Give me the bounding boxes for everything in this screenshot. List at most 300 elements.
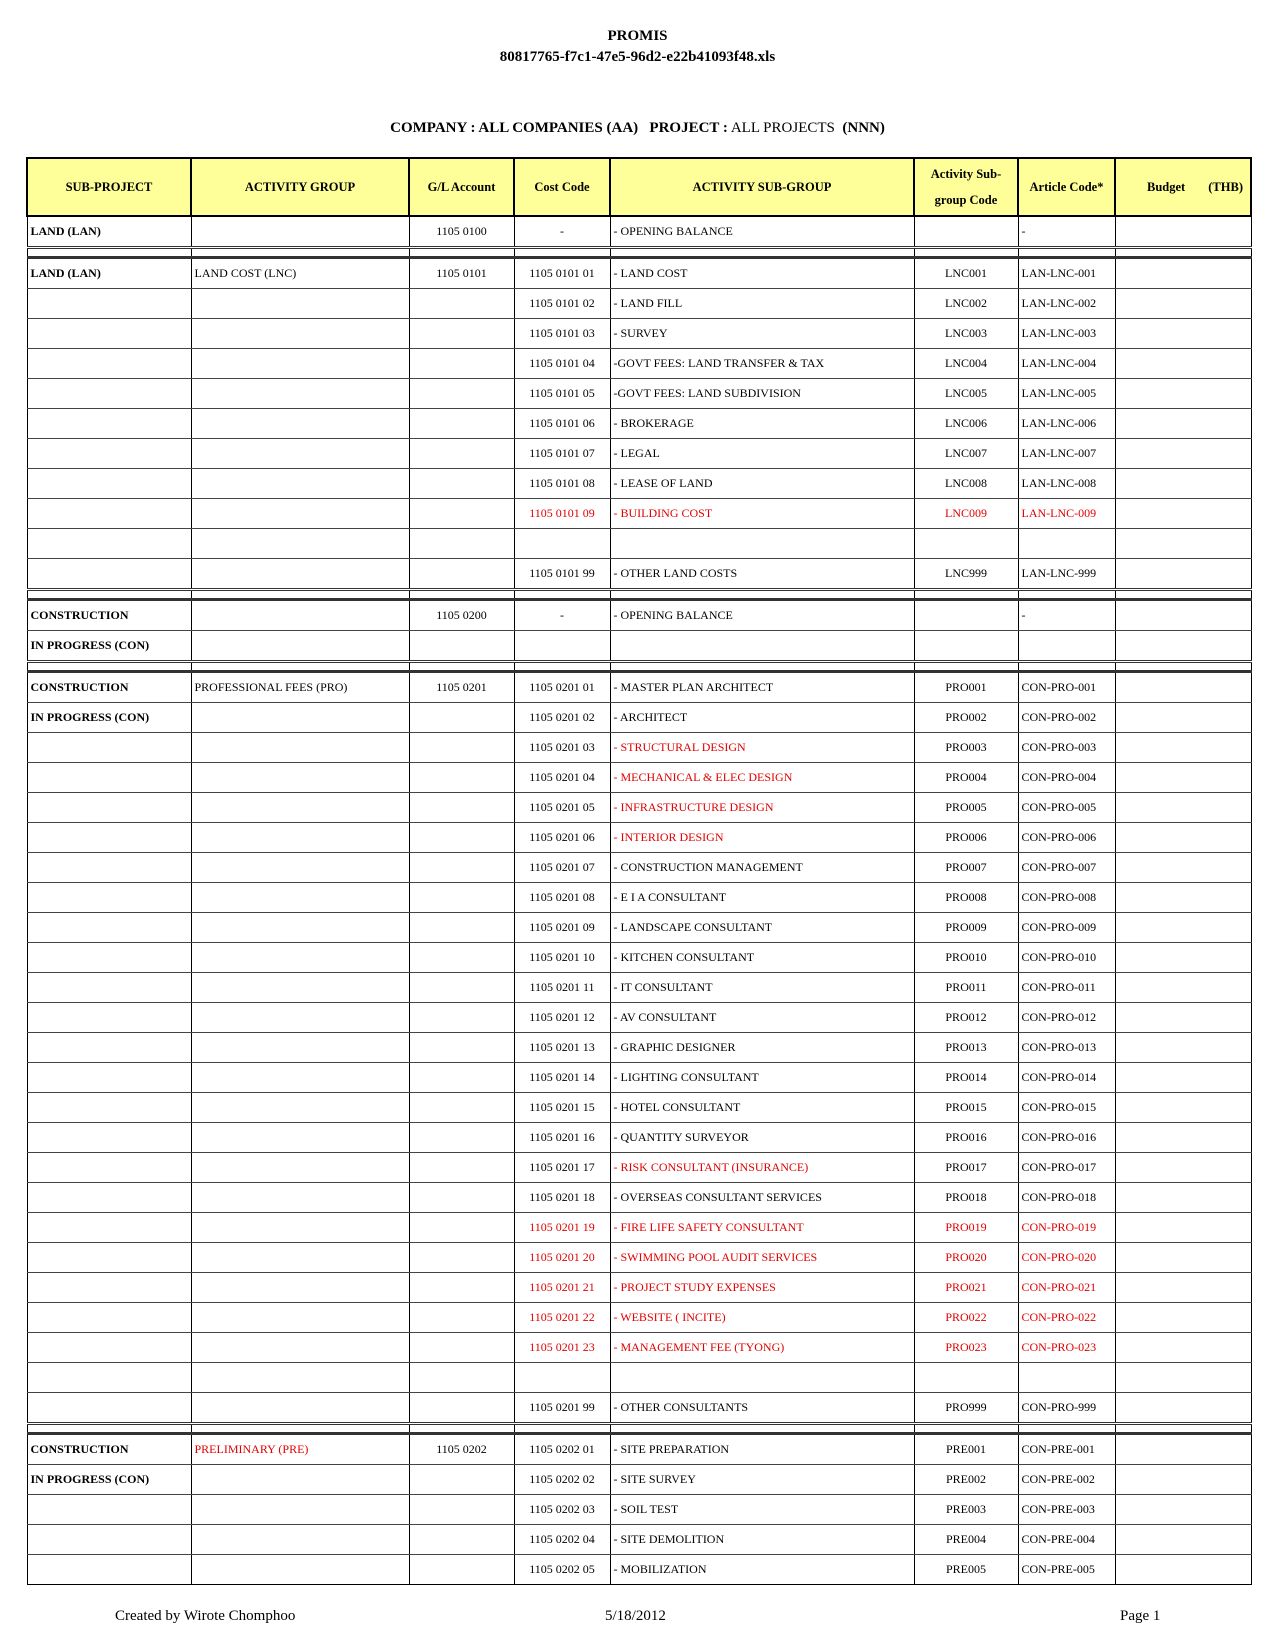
sub-group-code-cell: LNC999 [914, 559, 1018, 590]
budget-cell [1115, 469, 1251, 499]
cost-code-cell: 1105 0101 02 [514, 289, 610, 319]
article-code-cell: LAN-LNC-008 [1018, 469, 1115, 499]
table-row [27, 1183, 1251, 1213]
sub-project-cell [27, 1123, 191, 1153]
activity-sub-group-cell: - OPENING BALANCE [610, 216, 914, 248]
col-gl-account: G/L Account [409, 158, 514, 216]
activity-group-cell [191, 349, 409, 379]
article-code-cell: CON-PRO-999 [1018, 1393, 1115, 1424]
activity-sub-group-cell: - BROKERAGE [610, 409, 914, 439]
table-row [27, 1303, 1251, 1333]
table-row [27, 1003, 1251, 1033]
table-row [27, 853, 1251, 883]
gl-account-cell [409, 1333, 514, 1363]
article-code-cell: LAN-LNC-009 [1018, 499, 1115, 529]
sub-group-code-cell: PRO015 [914, 1093, 1018, 1123]
budget-cell [1115, 559, 1251, 590]
sub-project-cell [27, 763, 191, 793]
table-row [27, 559, 1251, 590]
activity-sub-group-cell: - LAND FILL [610, 289, 914, 319]
activity-sub-group-cell: - LANDSCAPE CONSULTANT [610, 913, 914, 943]
budget-cell [1115, 1303, 1251, 1333]
sub-project-cell [27, 1183, 191, 1213]
budget-cell [1115, 973, 1251, 1003]
separator-cell [1115, 1424, 1251, 1434]
separator-cell [1115, 662, 1251, 672]
article-code-cell: CON-PRE-002 [1018, 1465, 1115, 1495]
table-row [27, 216, 1251, 248]
activity-group-cell [191, 319, 409, 349]
col-budget [1115, 158, 1251, 216]
sub-group-code-cell: PRO001 [914, 672, 1018, 703]
budget-cell [1115, 600, 1251, 631]
gl-account-cell [409, 631, 514, 662]
separator-cell [191, 590, 409, 600]
table-row [27, 1333, 1251, 1363]
gl-account-cell [409, 1555, 514, 1585]
budget-cell [1115, 1183, 1251, 1213]
article-code-cell: CON-PRO-009 [1018, 913, 1115, 943]
activity-sub-group-cell: - FIRE LIFE SAFETY CONSULTANT [610, 1213, 914, 1243]
cost-code-cell: 1105 0201 17 [514, 1153, 610, 1183]
gl-account-cell [409, 379, 514, 409]
sub-project-cell [27, 1303, 191, 1333]
article-code-cell: - [1018, 600, 1115, 631]
budget-cell [1115, 913, 1251, 943]
gl-account-cell [409, 1465, 514, 1495]
table-row [27, 1123, 1251, 1153]
sub-project-cell [27, 1333, 191, 1363]
gl-account-cell [409, 559, 514, 590]
sub-project-cell [27, 1555, 191, 1585]
article-code-cell: CON-PRO-008 [1018, 883, 1115, 913]
col-cost-code: Cost Code [514, 158, 610, 216]
budget-cell [1115, 1033, 1251, 1063]
activity-sub-group-cell: - SITE SURVEY [610, 1465, 914, 1495]
budget-cell [1115, 1123, 1251, 1153]
article-code-cell: LAN-LNC-999 [1018, 559, 1115, 590]
col-activity-sub-group-code: Activity Sub-group Code [914, 158, 1018, 216]
budget-cell [1115, 943, 1251, 973]
budget-cell [1115, 853, 1251, 883]
section-separator [27, 590, 1251, 600]
article-code-cell: CON-PRO-020 [1018, 1243, 1115, 1273]
sub-project-cell [27, 319, 191, 349]
article-code-cell: LAN-LNC-001 [1018, 258, 1115, 289]
sub-group-code-cell: PRE001 [914, 1434, 1018, 1465]
table-row [27, 913, 1251, 943]
separator-cell [610, 662, 914, 672]
sub-group-code-cell: PRO005 [914, 793, 1018, 823]
table-row [27, 1273, 1251, 1303]
activity-group-cell [191, 409, 409, 439]
sub-group-code-cell: PRE002 [914, 1465, 1018, 1495]
activity-sub-group-cell: - LAND COST [610, 258, 914, 289]
cost-code-cell: 1105 0101 07 [514, 439, 610, 469]
article-code-cell: CON-PRO-001 [1018, 672, 1115, 703]
section-separator [27, 1424, 1251, 1434]
activity-sub-group-cell: - MANAGEMENT FEE (TYONG) [610, 1333, 914, 1363]
gl-account-cell [409, 1495, 514, 1525]
table-row [27, 1465, 1251, 1495]
sub-project-cell [27, 1003, 191, 1033]
activity-sub-group-cell: - OTHER CONSULTANTS [610, 1393, 914, 1424]
table-row [27, 973, 1251, 1003]
cost-code-cell: 1105 0201 12 [514, 1003, 610, 1033]
gl-account-cell [409, 409, 514, 439]
table-row [27, 1555, 1251, 1585]
activity-sub-group-cell: - LEGAL [610, 439, 914, 469]
table-body [27, 216, 1251, 1585]
gl-account-cell [409, 499, 514, 529]
cost-code-cell: 1105 0201 99 [514, 1393, 610, 1424]
sub-group-code-cell: PRO018 [914, 1183, 1018, 1213]
budget-cell [1115, 1434, 1251, 1465]
budget-cell [1115, 1213, 1251, 1243]
table-row [27, 1153, 1251, 1183]
sub-project-cell [27, 853, 191, 883]
activity-sub-group-cell: - KITCHEN CONSULTANT [610, 943, 914, 973]
sub-group-code-cell [914, 600, 1018, 631]
gl-account-cell: 1105 0202 [409, 1434, 514, 1465]
separator-cell [27, 662, 191, 672]
sub-group-code-cell: LNC006 [914, 409, 1018, 439]
sub-group-code-cell: PRO009 [914, 913, 1018, 943]
sub-group-code-cell: PRO013 [914, 1033, 1018, 1063]
activity-group-cell [191, 1465, 409, 1495]
cost-code-cell: 1105 0201 14 [514, 1063, 610, 1093]
col-activity-group: ACTIVITY GROUP [191, 158, 409, 216]
sub-group-code-cell: PRE004 [914, 1525, 1018, 1555]
sub-group-code-cell: PRO019 [914, 1213, 1018, 1243]
sub-project-cell [27, 913, 191, 943]
budget-cell [1115, 289, 1251, 319]
activity-group-cell [191, 1555, 409, 1585]
separator-cell [409, 590, 514, 600]
sub-group-code-cell: PRO008 [914, 883, 1018, 913]
cost-code-cell: 1105 0201 22 [514, 1303, 610, 1333]
sub-project-cell: CONSTRUCTION [27, 672, 191, 703]
sub-project-cell [27, 499, 191, 529]
sub-group-code-cell: LNC009 [914, 499, 1018, 529]
table-row [27, 1213, 1251, 1243]
article-code-cell: CON-PRE-001 [1018, 1434, 1115, 1465]
table-row [27, 409, 1251, 439]
activity-group-cell [191, 1123, 409, 1153]
table-row [27, 529, 1251, 559]
cost-code-cell: 1105 0101 03 [514, 319, 610, 349]
article-code-cell: CON-PRE-004 [1018, 1525, 1115, 1555]
sub-project-cell: IN PROGRESS (CON) [27, 1465, 191, 1495]
table-row [27, 883, 1251, 913]
budget-cell [1115, 883, 1251, 913]
table-row [27, 289, 1251, 319]
separator-cell [1018, 590, 1115, 600]
sub-group-code-cell: PRO016 [914, 1123, 1018, 1153]
activity-sub-group-cell: - OVERSEAS CONSULTANT SERVICES [610, 1183, 914, 1213]
article-code-cell: CON-PRE-005 [1018, 1555, 1115, 1585]
sub-group-code-cell [914, 1363, 1018, 1393]
table-row [27, 1033, 1251, 1063]
table-row [27, 1093, 1251, 1123]
activity-group-cell [191, 943, 409, 973]
sub-project-cell [27, 1243, 191, 1273]
activity-group-cell: PROFESSIONAL FEES (PRO) [191, 672, 409, 703]
budget-cell [1115, 793, 1251, 823]
table-row [27, 1393, 1251, 1424]
cost-code-cell: 1105 0101 08 [514, 469, 610, 499]
article-code-cell: CON-PRO-015 [1018, 1093, 1115, 1123]
article-code-cell: CON-PRO-007 [1018, 853, 1115, 883]
activity-sub-group-cell: - OPENING BALANCE [610, 600, 914, 631]
sub-project-cell [27, 883, 191, 913]
sub-project-cell [27, 1273, 191, 1303]
sub-project-cell [27, 1495, 191, 1525]
gl-account-cell: 1105 0200 [409, 600, 514, 631]
activity-group-cell [191, 1363, 409, 1393]
cost-code-cell [514, 529, 610, 559]
gl-account-cell [409, 1363, 514, 1393]
activity-group-cell [191, 631, 409, 662]
activity-group-cell [191, 733, 409, 763]
budget-cell [1115, 1093, 1251, 1123]
activity-group-cell [191, 600, 409, 631]
sub-group-code-cell: LNC004 [914, 349, 1018, 379]
activity-group-cell [191, 1495, 409, 1525]
activity-group-cell [191, 793, 409, 823]
article-code-cell: CON-PRO-023 [1018, 1333, 1115, 1363]
article-code-cell [1018, 631, 1115, 662]
sub-project-cell [27, 379, 191, 409]
sub-group-code-cell: PRO006 [914, 823, 1018, 853]
budget-cell [1115, 703, 1251, 733]
activity-group-cell [191, 763, 409, 793]
article-code-cell: CON-PRO-003 [1018, 733, 1115, 763]
cost-code-cell: 1105 0201 13 [514, 1033, 610, 1063]
gl-account-cell [409, 1525, 514, 1555]
table-row [27, 733, 1251, 763]
col-article-code: Article Code* [1018, 158, 1115, 216]
cost-code-cell [514, 631, 610, 662]
sub-group-code-cell: PRO004 [914, 763, 1018, 793]
gl-account-cell: 1105 0100 [409, 216, 514, 248]
sub-group-code-cell: LNC008 [914, 469, 1018, 499]
article-code-cell: LAN-LNC-004 [1018, 349, 1115, 379]
cost-code-cell: 1105 0201 04 [514, 763, 610, 793]
activity-group-cell [191, 1213, 409, 1243]
budget-cell [1115, 1393, 1251, 1424]
activity-sub-group-cell: - IT CONSULTANT [610, 973, 914, 1003]
sub-project-cell: LAND (LAN) [27, 258, 191, 289]
sub-group-code-cell: PRO007 [914, 853, 1018, 883]
article-code-cell: CON-PRO-016 [1018, 1123, 1115, 1153]
article-code-cell: CON-PRO-018 [1018, 1183, 1115, 1213]
article-code-cell: - [1018, 216, 1115, 248]
gl-account-cell [409, 1303, 514, 1333]
sub-group-code-cell: LNC003 [914, 319, 1018, 349]
cost-code-cell: 1105 0201 10 [514, 943, 610, 973]
article-code-cell: LAN-LNC-005 [1018, 379, 1115, 409]
article-code-cell: CON-PRO-017 [1018, 1153, 1115, 1183]
sub-group-code-cell: LNC005 [914, 379, 1018, 409]
article-code-cell: CON-PRO-013 [1018, 1033, 1115, 1063]
gl-account-cell [409, 1003, 514, 1033]
sub-project-cell [27, 1363, 191, 1393]
gl-account-cell [409, 439, 514, 469]
cost-code-cell: - [514, 600, 610, 631]
activity-group-cell [191, 1093, 409, 1123]
activity-sub-group-cell: - ARCHITECT [610, 703, 914, 733]
article-code-cell: LAN-LNC-002 [1018, 289, 1115, 319]
sub-group-code-cell: PRE005 [914, 1555, 1018, 1585]
sub-group-code-cell: PRO011 [914, 973, 1018, 1003]
sub-group-code-cell [914, 216, 1018, 248]
col-sub-project: SUB-PROJECT [27, 158, 191, 216]
table-row [27, 469, 1251, 499]
activity-group-cell [191, 529, 409, 559]
activity-group-cell [191, 913, 409, 943]
gl-account-cell: 1105 0201 [409, 672, 514, 703]
cost-code-cell: 1105 0201 06 [514, 823, 610, 853]
activity-sub-group-cell: - OTHER LAND COSTS [610, 559, 914, 590]
table-row [27, 823, 1251, 853]
article-code-cell: CON-PRO-019 [1018, 1213, 1115, 1243]
budget-cell [1115, 258, 1251, 289]
article-code-cell: CON-PRO-022 [1018, 1303, 1115, 1333]
section-separator [27, 248, 1251, 258]
sub-group-code-cell: PRO002 [914, 703, 1018, 733]
sub-project-cell: CONSTRUCTION [27, 600, 191, 631]
table-row [27, 703, 1251, 733]
gl-account-cell [409, 349, 514, 379]
activity-group-cell [191, 1333, 409, 1363]
cost-code-cell: 1105 0101 04 [514, 349, 610, 379]
activity-group-cell [191, 883, 409, 913]
sub-project-cell: IN PROGRESS (CON) [27, 703, 191, 733]
budget-cell [1115, 1063, 1251, 1093]
article-code-cell: CON-PRE-003 [1018, 1495, 1115, 1525]
activity-sub-group-cell: - BUILDING COST [610, 499, 914, 529]
cost-code-cell: 1105 0201 09 [514, 913, 610, 943]
separator-cell [914, 590, 1018, 600]
table-row [27, 793, 1251, 823]
separator-cell [1018, 248, 1115, 258]
table-row [27, 943, 1251, 973]
table-row [27, 1525, 1251, 1555]
separator-cell [409, 1424, 514, 1434]
activity-sub-group-cell: - SITE PREPARATION [610, 1434, 914, 1465]
activity-group-cell [191, 559, 409, 590]
activity-group-cell: PRELIMINARY (PRE) [191, 1434, 409, 1465]
cost-code-cell: 1105 0201 02 [514, 703, 610, 733]
activity-group-cell [191, 1243, 409, 1273]
article-code-cell [1018, 529, 1115, 559]
activity-sub-group-cell: - GRAPHIC DESIGNER [610, 1033, 914, 1063]
sub-project-cell [27, 349, 191, 379]
activity-sub-group-cell: - E I A CONSULTANT [610, 883, 914, 913]
budget-cell [1115, 733, 1251, 763]
activity-group-cell [191, 1273, 409, 1303]
activity-group-cell [191, 216, 409, 248]
cost-code-cell: 1105 0201 23 [514, 1333, 610, 1363]
sub-project-cell [27, 793, 191, 823]
table-row [27, 379, 1251, 409]
gl-account-cell [409, 1213, 514, 1243]
separator-cell [27, 590, 191, 600]
sub-project-cell: IN PROGRESS (CON) [27, 631, 191, 662]
activity-sub-group-cell: - RISK CONSULTANT (INSURANCE) [610, 1153, 914, 1183]
separator-cell [1115, 248, 1251, 258]
budget-cell [1115, 672, 1251, 703]
article-code-cell: CON-PRO-010 [1018, 943, 1115, 973]
sub-project-cell [27, 559, 191, 590]
gl-account-cell [409, 1093, 514, 1123]
activity-group-cell [191, 289, 409, 319]
separator-cell [914, 248, 1018, 258]
gl-account-cell [409, 763, 514, 793]
footer-page: Page 1 [1120, 1608, 1161, 1624]
sub-group-code-cell: PRO017 [914, 1153, 1018, 1183]
budget-cell [1115, 1333, 1251, 1363]
activity-group-cell [191, 1063, 409, 1093]
separator-cell [514, 1424, 610, 1434]
activity-sub-group-cell: - LEASE OF LAND [610, 469, 914, 499]
gl-account-cell [409, 319, 514, 349]
activity-sub-group-cell: - CONSTRUCTION MANAGEMENT [610, 853, 914, 883]
sub-group-code-cell: PRE003 [914, 1495, 1018, 1525]
budget-cell [1115, 1243, 1251, 1273]
activity-sub-group-cell: -GOVT FEES: LAND SUBDIVISION [610, 379, 914, 409]
activity-sub-group-cell: - AV CONSULTANT [610, 1003, 914, 1033]
activity-sub-group-cell: - SURVEY [610, 319, 914, 349]
cost-code-cell: 1105 0201 15 [514, 1093, 610, 1123]
activity-group-cell [191, 379, 409, 409]
article-code-cell: CON-PRO-021 [1018, 1273, 1115, 1303]
sub-project-cell [27, 409, 191, 439]
separator-cell [191, 1424, 409, 1434]
cost-code-cell: 1105 0201 19 [514, 1213, 610, 1243]
file-name: 80817765-f7c1-47e5-96d2-e22b41093f48.xls [499, 49, 776, 65]
cost-code-cell: 1105 0201 20 [514, 1243, 610, 1273]
gl-account-cell [409, 853, 514, 883]
sub-group-code-cell: PRO021 [914, 1273, 1018, 1303]
activity-sub-group-cell: - STRUCTURAL DESIGN [610, 733, 914, 763]
cost-code-cell: 1105 0202 01 [514, 1434, 610, 1465]
gl-account-cell [409, 1033, 514, 1063]
sub-project-cell [27, 1213, 191, 1243]
separator-cell [610, 248, 914, 258]
separator-cell [610, 590, 914, 600]
cost-code-cell: 1105 0201 01 [514, 672, 610, 703]
separator-cell [191, 662, 409, 672]
budget-cell [1115, 1495, 1251, 1525]
activity-sub-group-cell: - MOBILIZATION [610, 1555, 914, 1585]
budget-cell [1115, 1525, 1251, 1555]
separator-cell [514, 248, 610, 258]
table-row [27, 499, 1251, 529]
gl-account-cell [409, 1273, 514, 1303]
budget-cell [1115, 379, 1251, 409]
cost-code-cell: 1105 0101 06 [514, 409, 610, 439]
table-row [27, 439, 1251, 469]
activity-group-cell [191, 1525, 409, 1555]
footer-date: 5/18/2012 [605, 1608, 666, 1624]
sub-group-code-cell: PRO023 [914, 1333, 1018, 1363]
separator-cell [191, 248, 409, 258]
table-row [27, 1243, 1251, 1273]
article-code-cell: CON-PRO-002 [1018, 703, 1115, 733]
cost-code-cell: 1105 0202 05 [514, 1555, 610, 1585]
